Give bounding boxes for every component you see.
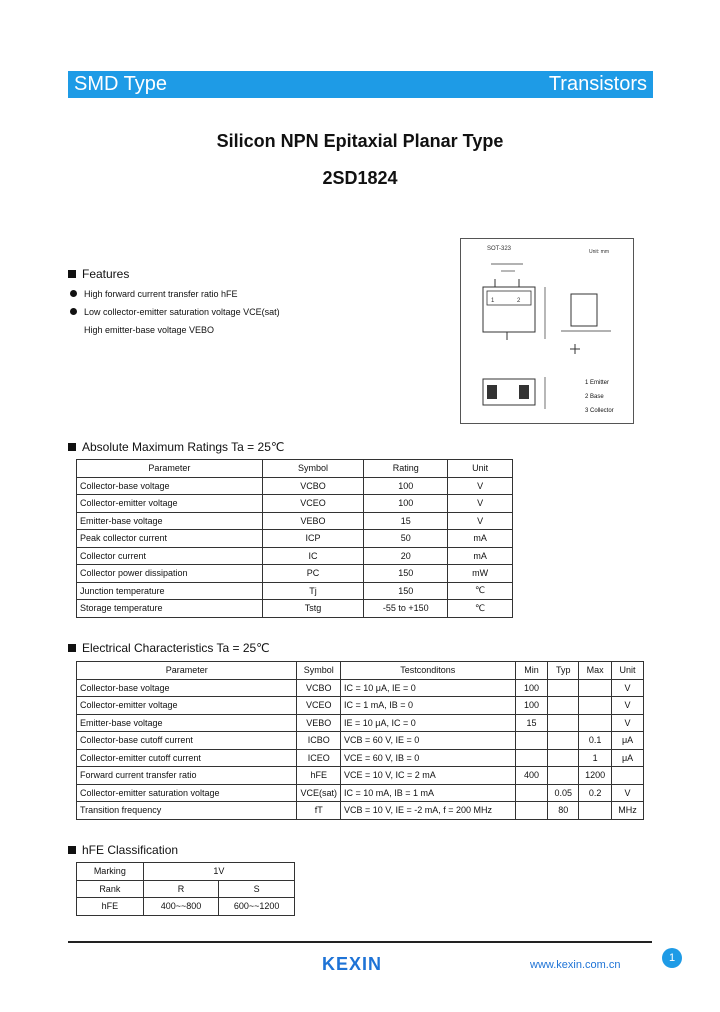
pin-label: 2 Base <box>585 394 604 400</box>
square-bullet-icon <box>68 644 76 652</box>
table-row: Marking 1V <box>77 863 295 881</box>
pin-label: 1 Emitter <box>585 380 610 386</box>
table-row: Rank R S <box>77 880 295 898</box>
category-label: SMD Type <box>74 73 167 95</box>
hfe-heading-text: hFE Classification <box>82 843 179 857</box>
package-outline-diagram <box>461 239 633 423</box>
bullet-icon <box>70 308 77 315</box>
type-label: Transistors <box>548 73 647 95</box>
abs-max-table <box>76 459 513 618</box>
table-row: Collector-base voltage VCBO IC = 10 μA, IE = 0 100 V <box>77 679 644 697</box>
bullet-icon <box>70 290 77 297</box>
pin-label: 3 Collector <box>585 408 614 414</box>
unit-label: Unit: mm <box>589 249 609 255</box>
features-heading <box>68 267 129 281</box>
table-row: Forward current transfer ratio hFE VCE = 10 V, IC = 2 mA 400 1200 <box>77 767 644 785</box>
svg-text:2: 2 <box>517 298 521 304</box>
table-row: Emitter-base voltage VEBO IE = 10 μA, IC = 0 15 V <box>77 714 644 732</box>
elec-table <box>76 661 644 820</box>
table-header-row: Parameter Symbol Testconditons Min Typ Max Unit <box>77 662 644 680</box>
square-bullet-icon <box>68 443 76 451</box>
table-row: Emitter-base voltage VEBO 15 V <box>77 512 513 530</box>
svg-text:1: 1 <box>491 298 495 304</box>
footer-divider <box>68 941 652 943</box>
page-number: 1 <box>662 948 682 968</box>
part-number: 2SD1824 <box>322 168 398 188</box>
header-bar <box>68 71 653 98</box>
package-name-label: SOT-323 <box>487 246 512 252</box>
features-heading-text: Features <box>82 267 130 281</box>
table-row: hFE 400~~800 600~~1200 <box>77 898 295 916</box>
table-row: Transition frequency fT VCB = 10 V, IE = -2 mA, f = 200 MHz 80 MHz <box>77 802 644 820</box>
elec-heading-text: Electrical Characteristics Ta = 25℃ <box>82 641 270 655</box>
document-title: Silicon NPN Epitaxial Planar Type <box>216 131 504 151</box>
table-header-row: Parameter Symbol Rating Unit <box>77 460 513 478</box>
table-row: Collector-base cutoff current ICBO VCB = 60 V, IE = 0 0.1 μA <box>77 732 644 750</box>
square-bullet-icon <box>68 846 76 854</box>
table-row: Collector-emitter voltage VCEO 100 V <box>77 495 513 513</box>
package-drawing <box>460 238 634 424</box>
table-row: Collector-emitter saturation voltage VCE(sat) IC = 10 mA, IB = 1 mA 0.05 0.2 V <box>77 784 644 802</box>
table-row: Collector-base voltage VCBO 100 V <box>77 477 513 495</box>
elec-heading <box>68 641 270 655</box>
website-link[interactable]: www.kexin.com.cn <box>530 959 621 971</box>
table-row: Storage temperature Tstg -55 to +150 ℃ <box>77 600 513 618</box>
table-row: Collector-emitter voltage VCEO IC = 1 mA, IB = 0 100 V <box>77 697 644 715</box>
table-row: Junction temperature Tj 150 ℃ <box>77 582 513 600</box>
abs-max-heading-text: Absolute Maximum Ratings Ta = 25℃ <box>82 440 285 454</box>
table-row: Collector current IC 20 mA <box>77 547 513 565</box>
square-bullet-icon <box>68 270 76 278</box>
table-row: Collector power dissipation PC 150 mW <box>77 565 513 583</box>
hfe-table <box>76 862 295 916</box>
table-row: Peak collector current ICP 50 mA <box>77 530 513 548</box>
abs-max-heading <box>68 440 284 454</box>
kexin-logo: KEXIN <box>322 954 383 974</box>
table-row: Collector-emitter cutoff current ICEO VCE = 60 V, IB = 0 1 μA <box>77 749 644 767</box>
hfe-heading <box>68 843 178 857</box>
